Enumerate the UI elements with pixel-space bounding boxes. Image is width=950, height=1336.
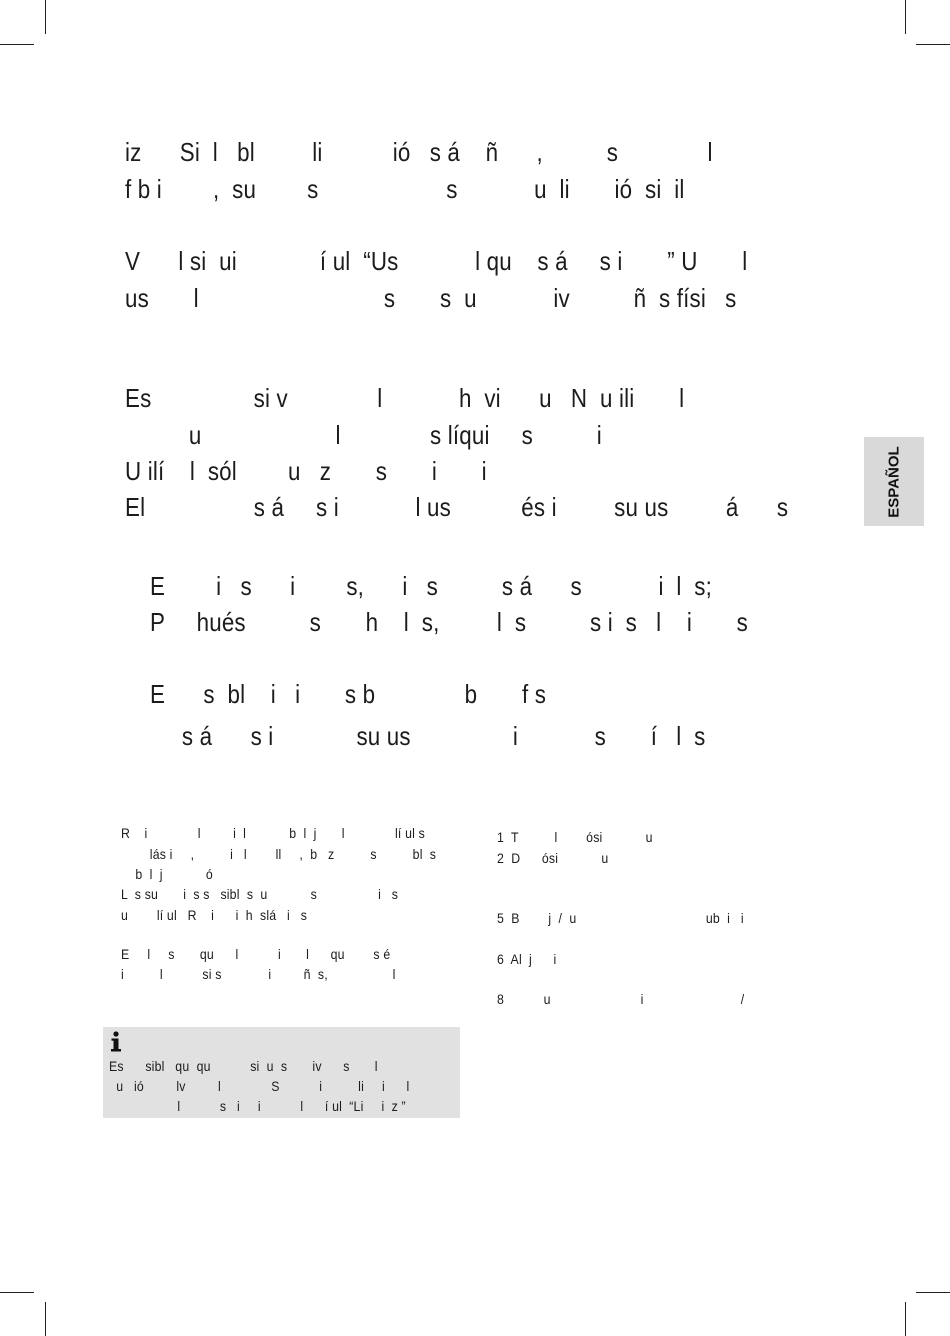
language-tab-label: ESPAÑOL (885, 445, 903, 518)
crop-mark-bottom-right (916, 1292, 950, 1293)
body-line-4: El s á s i l us és i su us á s (125, 492, 789, 522)
intro-paragraph-1-line-2: f b i , su s s u li ió si il (125, 174, 685, 204)
note-line-1: Es sibl qu qu si u s iv s l (109, 1058, 378, 1074)
indented-block-2-line-1: E s bl i i s b b f s (150, 679, 547, 709)
left-column-line-5: u lí ul R i i h slá i s (121, 907, 308, 923)
crop-mark-top-left (0, 44, 34, 45)
crop-mark-top-right (916, 44, 950, 45)
indented-block-2-line-2: s á s i su us i s í l s (150, 721, 706, 751)
left-column-line-4: L s su i s s sibl s u s i s (121, 886, 399, 902)
intro-paragraph-2-line-1: V l si ui í ul “Us l qu s á s i ” U l (125, 246, 748, 276)
body-line-3: U ilí l sól u z s i i (125, 456, 487, 486)
left-column-line-7: i l si s i ñ s, l (121, 966, 396, 982)
left-column-line-3: b l j ó (121, 866, 213, 882)
right-column-item-8: 8 u i / (497, 991, 745, 1007)
body-line-2: u l s líqui s i (125, 420, 602, 450)
left-column-line-6: E l s qu l i l qu s é (121, 946, 391, 962)
right-column-item-6: 6 Al j i (497, 951, 557, 967)
indented-block-1-line-2: P hués s h l s, l s s i s l i s (150, 607, 749, 637)
info-note-box (103, 1027, 460, 1118)
crop-mark-top-right (905, 0, 906, 34)
crop-mark-bottom-right (905, 1302, 906, 1336)
language-tab (864, 437, 924, 526)
note-line-3: l s i i l í ul “Li i z ” (109, 1098, 406, 1114)
crop-mark-bottom-left (0, 1292, 34, 1293)
info-icon (110, 1031, 122, 1053)
body-line-1: Es si v l h vi u N u ili l (125, 383, 685, 413)
intro-paragraph-1-line-1: iz Si l bl li ió s á ñ , s l (125, 137, 713, 167)
left-column-line-1: R i l i l b l j l lí ul s (121, 825, 426, 841)
indented-block-1-line-1: E i s i s, i s s á s i l s; (150, 571, 713, 601)
intro-paragraph-2-line-2: us l s s u iv ñ s físi s (125, 283, 737, 313)
right-column-item-1: 1 T l ósi u (497, 829, 653, 845)
crop-mark-bottom-left (45, 1302, 46, 1336)
crop-mark-top-left (45, 0, 46, 34)
right-column-item-5: 5 B j / u ub i i (497, 910, 744, 926)
note-line-2: u ió lv l S i li i l (109, 1078, 410, 1094)
left-column-line-2: lás i , i l ll , b z s bl s (121, 846, 437, 862)
right-column-item-2: 2 D ósi u (497, 850, 609, 866)
